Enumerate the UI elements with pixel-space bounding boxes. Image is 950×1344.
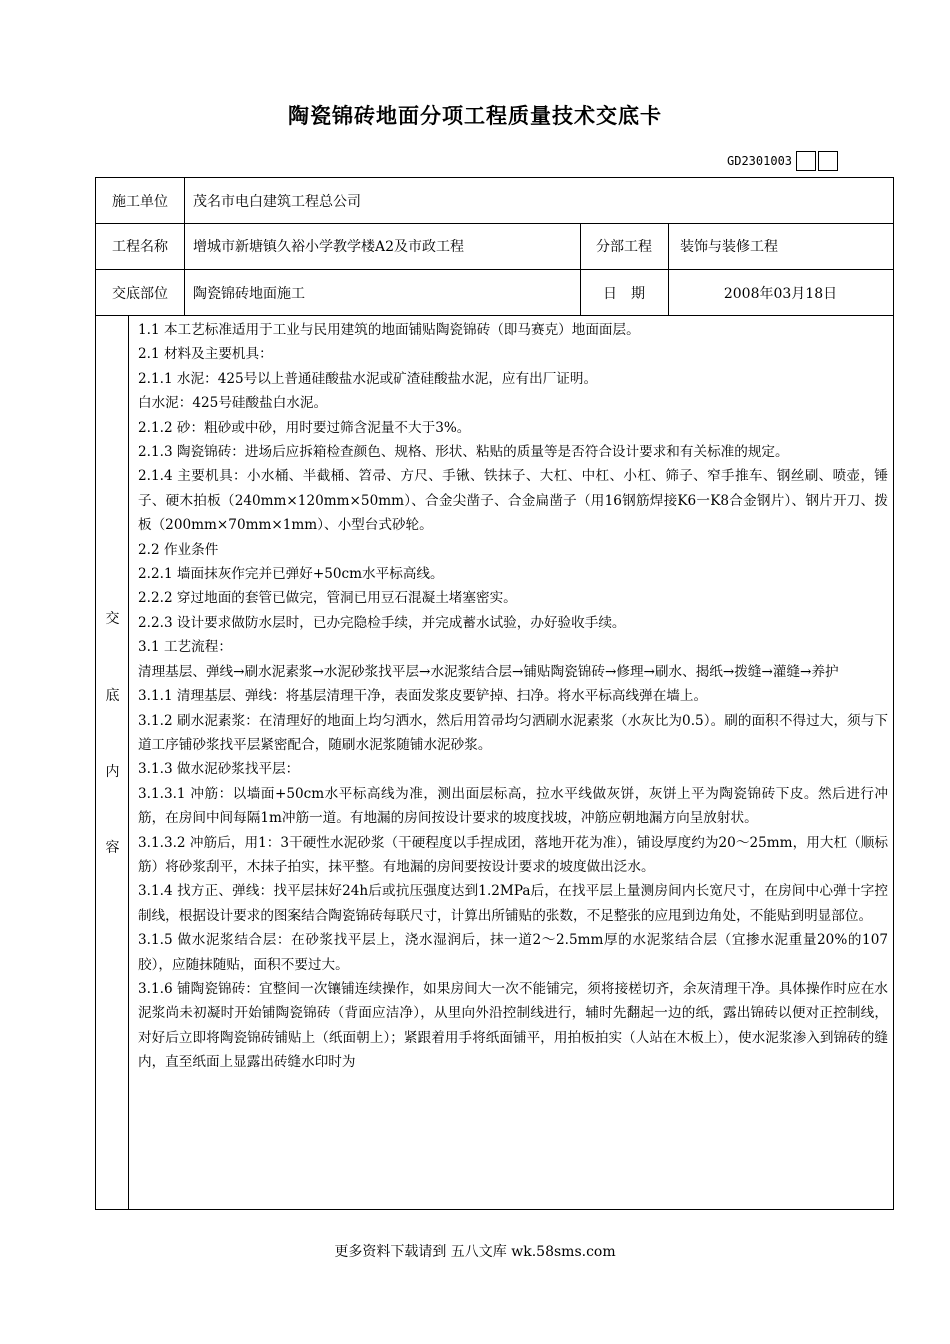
content-paragraph: 3.1.6 铺陶瓷锦砖：宜整间一次镶铺连续操作，如果房间大一次不能铺完，须将接槎切齐，余灰清理干净。具体操作时应在水泥浆尚未初凝时开始铺陶瓷锦砖（背面应洁净），从里向外沿控制线进行，辅时先翻起一边的纸，露出锦砖以便对正控制线，对好后立即将陶瓷锦砖铺贴上（纸面朝上）；紧跟着用手将纸面铺平，用拍板拍实（人站在木板上），使水泥浆渗入到锦砖的缝内，直至纸面上显露出砖缝水印时为: [138, 980, 888, 1071]
content-paragraph: 3.1.2 刷水泥素浆：在清理好的地面上均匀洒水，然后用笤帚均匀洒刷水泥素浆（水灰比为0.5）。刷的面积不得过大，须与下道工序铺砂浆找平层紧密配合，随刷水泥浆随铺水泥砂浆。: [138, 712, 888, 753]
footer-link[interactable]: 更多资料下载请到 五八文库 wk.58sms.com: [334, 1244, 616, 1260]
content-paragraph: 3.1.5 做水泥浆结合层：在砂浆找平层上，浇水湿润后，抹一道2～2.5mm厚的水泥浆结合层（宜掺水泥重量20%的107胶），应随抹随贴，面积不要过大。: [138, 932, 888, 973]
document-code: [727, 149, 838, 173]
part-value: 陶瓷锦砖地面施工: [193, 285, 305, 302]
division-label: 分部工程: [596, 239, 652, 255]
side-char-4: 容: [105, 840, 120, 856]
content-paragraph: 2.1 材料及主要机具：: [138, 346, 273, 363]
code-box-2: [818, 151, 838, 171]
disclosure-content: [138, 316, 888, 1075]
content-paragraph: 2.2.1 墙面抹灰作完并已弹好+50cm水平标高线。: [138, 566, 444, 583]
project-value: 增城市新塘镇久裕小学教学楼A2及市政工程: [193, 239, 465, 255]
row-construction-unit: [96, 178, 893, 224]
content-paragraph: 2.1.2 砂：粗砂或中砂，用时要过筛含泥量不大于3%。: [138, 419, 471, 436]
content-paragraph: 3.1.3.2 冲筋后，用1：3干硬性水泥砂浆（干硬程度以手捏成团，落地开花为准），铺设厚度约为20～25mm，用大杠（顺标筋）将砂浆刮平，木抹子拍实，抹平整。有地漏的房间要按设计要求的坡度做出泛水。: [138, 834, 888, 875]
part-label: 交底部位: [112, 285, 168, 302]
side-char-1: 交: [105, 611, 120, 627]
unit-value: 茂名市电白建筑工程总公司: [193, 193, 361, 210]
content-paragraph: 2.1.3 陶瓷锦砖：进场后应拆箱检查颜色、规格、形状、粘贴的质量等是否符合设计要求和有关标准的规定。: [138, 444, 789, 461]
content-paragraph: 2.2 作业条件: [138, 541, 219, 558]
row-project-name: [96, 223, 893, 270]
content-paragraph: 2.1.1 水泥：425号以上普通硅酸盐水泥或矿渣硅酸盐水泥，应有出厂证明。: [138, 370, 598, 387]
content-paragraph: 白水泥：425号硅酸盐白水泥。: [138, 395, 328, 412]
row-disclosure-part: [96, 270, 893, 316]
date-label: 日 期: [603, 285, 645, 302]
code-box-1: [796, 151, 816, 171]
content-paragraph: 3.1.3 做水泥砂浆找平层：: [138, 761, 300, 778]
content-paragraph: 2.2.3 设计要求做防水层时，已办完隐检手续，并完成蓄水试验，办好验收手续。: [138, 614, 626, 631]
content-paragraph: 2.2.2 穿过地面的套管已做完，管洞已用豆石混凝土堵塞密实。: [138, 590, 517, 607]
content-paragraph: 3.1 工艺流程：: [138, 639, 232, 656]
content-paragraph: 3.1.1 清理基层、弹线：将基层清理干净，表面发浆皮要铲掉、扫净。将水平标高线弹在墙上。: [138, 688, 708, 705]
side-char-3: 内: [105, 764, 120, 780]
content-paragraph: 2.1.4 主要机具：小水桶、半截桶、笤帚、方尺、手锹、铁抹子、大杠、中杠、小杠、筛子、窄手推车、钢丝刷、喷壶，锤子、硬木拍板（240mm×120mm×50mm）、合金尖凿子、合金扁凿子（用16钢筋焊接K6一K8合金钢片）、钢片开刀、拨板（200mm×70mm×1mm）、小型台式砂轮。: [138, 468, 888, 534]
content-paragraph: 清理基层、弹线→刷水泥素浆→水泥砂浆找平层→水泥浆结合层→铺贴陶瓷锦砖→修理→刷水、揭纸→拨缝→灌缝→养护: [138, 663, 839, 680]
division-value: 装饰与装修工程: [680, 239, 778, 255]
content-side-label: [96, 316, 129, 1209]
date-value: 2008年03月18日: [723, 285, 838, 302]
document-title: 陶瓷锦砖地面分项工程质量技术交底卡: [288, 104, 662, 128]
unit-label: 施工单位: [112, 193, 168, 210]
document-code-number: GD2301003: [727, 154, 793, 168]
content-paragraph: 1.1 本工艺标准适用于工业与民用建筑的地面铺贴陶瓷锦砖（即马赛克）地面面层。: [138, 322, 640, 338]
content-paragraph: 3.1.3.1 冲筋：以墙面+50cm水平标高线为准，测出面层标高，拉水平线做灰饼，灰饼上平为陶瓷锦砖下皮。然后进行冲筋，在房间中间每隔1m冲筋一道。有地漏的房间按设计要求的坡度找坡，冲筋应朝地漏方向呈放射状。: [138, 785, 888, 827]
project-label: 工程名称: [112, 239, 168, 255]
side-char-2: 底: [105, 688, 120, 704]
disclosure-sheet: [95, 177, 894, 1210]
content-paragraph: 3.1.4 找方正、弹线：找平层抹好24h后或抗压强度达到1.2MPa后，在找平层上量测房间内长宽尺寸，在房间中心弹十字控制线，根据设计要求的图案结合陶瓷锦砖每联尺寸，计算出所铺贴的张数，不足整张的应甩到边角处，不能贴到明显部位。: [138, 883, 888, 924]
